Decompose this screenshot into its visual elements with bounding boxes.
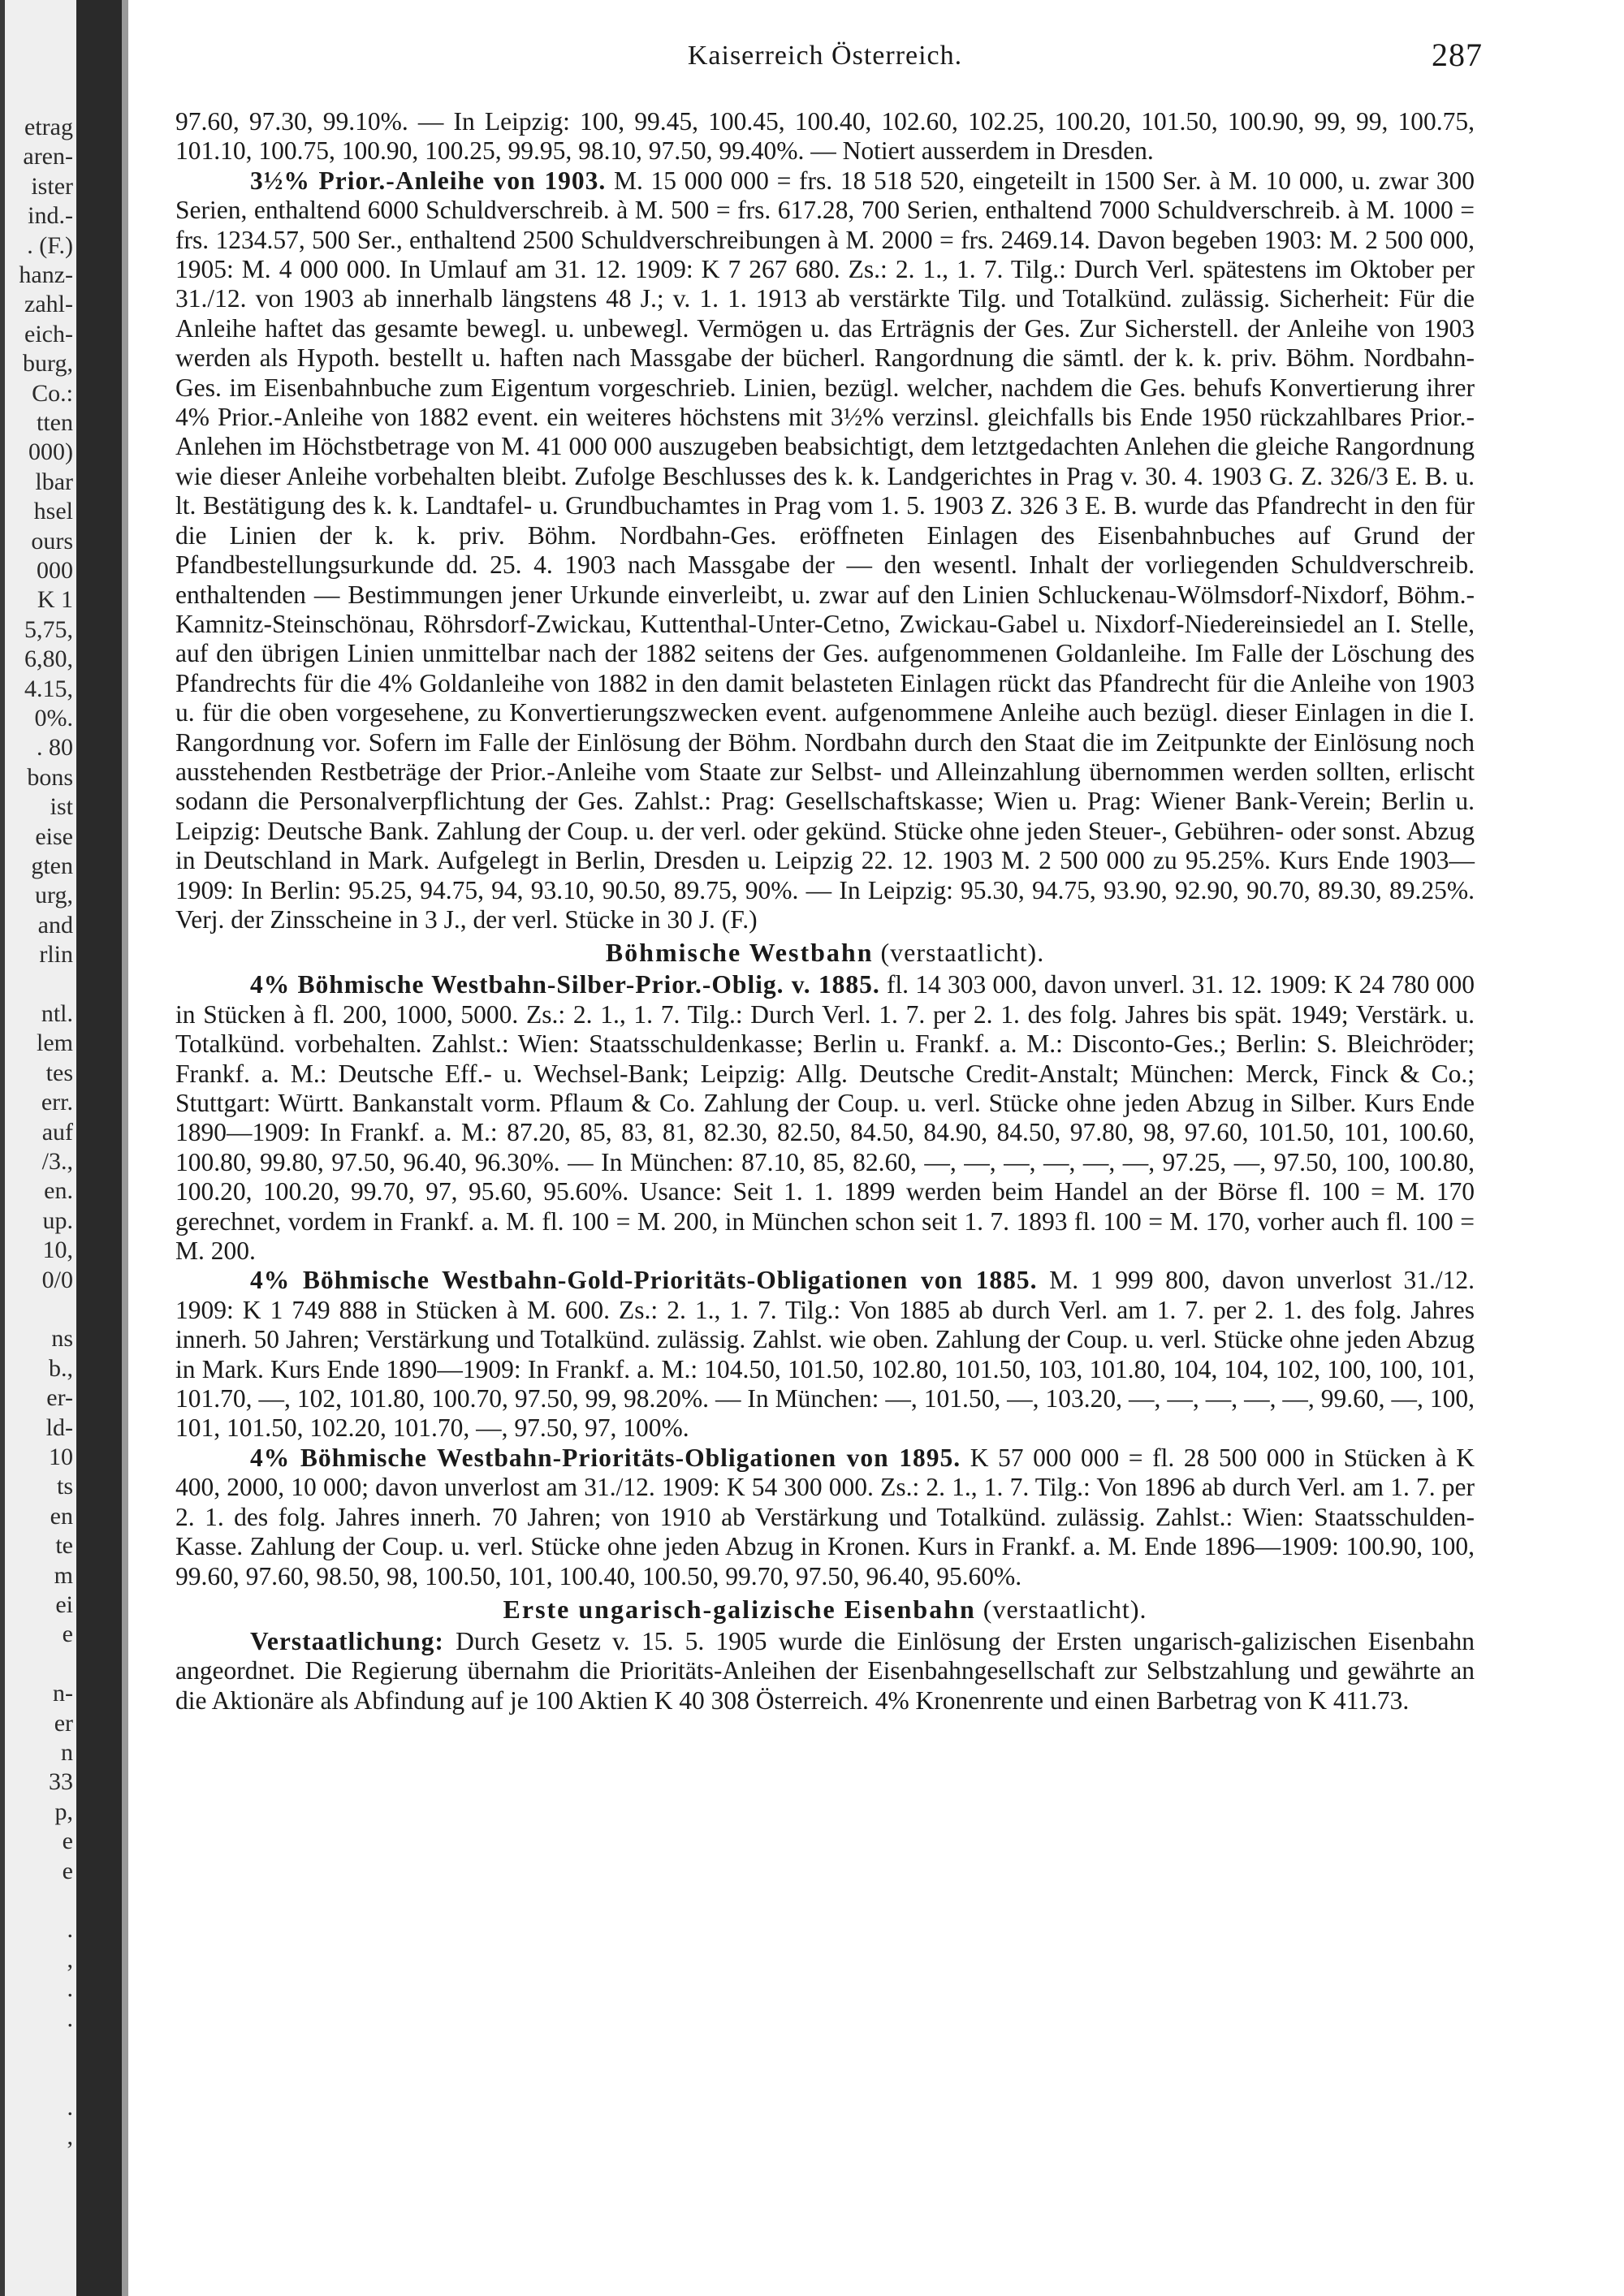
entry-text: M. 1 999 800, davon unverlost 31./12. 1909: K 1 749 888 in Stücken à M. 600. Zs.: 2. 1., 1. 7. Tilg.: Von 1885 ab durch Verl. am 1. 7. per 2. 1. des folg. Jahres innerh. 50 Jahren; Verstärkung und Totalkünd. zulässig. Zahlst. wie oben. Zahlung der Coup. u. verl. Stücke ohne jeden Abzug in Mark. Kurs Ende 1890—1909: In Frankf. a. M.: 104.50, 101.50, 102.80, 101.50, 103, 101.80, 104, 104, 102, 100, 100, 101, 101.70, —, 102, 101.80, 100.70, 97.50, 99, 98.20%. — In München: —, 101.50, —, 103.20, —, —, —, —, —, 99.60, —, 100, 101, 101.50, 102.20, 101.70, —, 97.50, 97, 100%.	[175, 1266, 1475, 1443]
fragment-line: auf	[41, 1118, 73, 1146]
running-title: Kaiserreich Österreich.	[687, 41, 963, 71]
entry-title: 4% Böhmische Westbahn-Gold-Prioritäts-Obligationen von 1885.	[250, 1266, 1038, 1295]
fragment-line: etrag	[24, 114, 73, 140]
fragment-line: 000)	[28, 438, 73, 466]
section-heading-boehmische-westbahn	[175, 934, 1475, 970]
fragment-line: er	[54, 1709, 73, 1737]
fragment-line: urg,	[35, 882, 73, 909]
fragment-line: .	[67, 1916, 73, 1944]
fragment-line: ,	[67, 2123, 73, 2151]
entry-title: 3½% Prior.-Anleihe von 1903.	[250, 166, 607, 195]
fragment-line: en.	[44, 1177, 73, 1205]
fragment-line: ,	[67, 1945, 73, 1973]
fragment-line: 0%.	[34, 705, 73, 732]
fragment-line: /3.,	[41, 1148, 73, 1175]
fragment-line: bons	[27, 763, 73, 791]
fragment-line: ns	[51, 1325, 73, 1353]
entry-text: Durch Gesetz v. 15. 5. 1905 wurde die Einlösung der Ersten ungarisch-galizischen Eisenbahn angeordnet. Die Regierung übernahm die Prioritäts-Anleihen der Eisenbahngesellschaft zur Selbstzahlung und gewährte an die Aktionäre als Abfindung auf je 100 Aktien K 40 308 Österreich. 4% Kronenrente und einen Barbetrag von K 411.73.	[175, 1626, 1475, 1715]
paragraph-verstaatlichung	[175, 1627, 1475, 1716]
paragraph-prior-anleihe-1903	[175, 166, 1475, 935]
section-subtitle: (verstaatlicht).	[873, 938, 1045, 968]
entry-title: 4% Böhmische Westbahn-Prioritäts-Obligationen von 1895.	[250, 1443, 961, 1472]
paragraph-continuation: 97.60, 97.30, 99.10%. — In Leipzig: 100, 99.45, 100.45, 100.40, 102.60, 102.25, 100.20, 101.50, 100.90, 99, 99, 100.75, 101.10, 100.75, 100.90, 100.25, 99.95, 98.10, 97.50, 99.40%. — Notiert ausserdem in Dresden.	[175, 107, 1475, 166]
fragment-line: gten	[31, 852, 73, 879]
fragment-line: 33	[49, 1768, 73, 1796]
paragraph-prioritaets-1895	[175, 1444, 1475, 1591]
fragment-line: and	[37, 911, 73, 939]
fragment-line: lbar	[35, 468, 73, 495]
fragment-line: e	[62, 1621, 73, 1648]
fragment-line: rlin	[39, 941, 73, 969]
fragment-line: ours	[31, 527, 73, 555]
entry-title: 4% Böhmische Westbahn-Silber-Prior.-Oblig. v. 1885.	[250, 970, 880, 999]
fragment-line: .	[67, 2093, 73, 2121]
page-number: 287	[1432, 37, 1483, 73]
fragment-line: 4.15,	[24, 675, 73, 702]
entry-text: K 57 000 000 = fl. 28 500 000 in Stücken à K 400, 2000, 10 000; davon unverlost am 31./12. 1909: K 54 300 000. Zs.: 2. 1., 1. 7. Tilg.: Von 1896 ab durch Verl. am 1. 7. per 2. 1. des folg. Jahres innerh. 70 Jahren; von 1910 ab Verstärkung und Totalkünd. zulässig. Zahlst.: Wien: Staatsschulden-Kasse. Zahlung der Coup. u. verl. Stücke ohne jeden Abzug in Kronen. Kurs in Frankf. a. M. Ende 1896—1909: 100.90, 100, 99.60, 97.60, 98.50, 98, 100.50, 101, 100.40, 100.50, 99.70, 97.50, 96.40, 95.60%.	[175, 1443, 1475, 1590]
gutter-edge	[122, 0, 128, 2296]
fragment-line: err.	[41, 1089, 73, 1116]
fragment-line: p,	[54, 1798, 73, 1825]
section-subtitle: (verstaatlicht).	[975, 1594, 1147, 1624]
fragment-line: hanz-	[19, 261, 73, 288]
body-text	[175, 107, 1475, 1716]
fragment-line: e	[62, 1828, 73, 1855]
fragment-line: te	[55, 1532, 73, 1560]
fragment-line: K 1	[37, 586, 73, 614]
previous-page-fragments	[5, 0, 76, 2296]
fragment-line: 6,80,	[24, 645, 73, 673]
fragment-line: 5,75,	[24, 615, 73, 643]
fragment-line: ld-	[45, 1413, 73, 1441]
paragraph-silber-prior	[175, 970, 1475, 1266]
section-title: Böhmische Westbahn	[605, 938, 874, 968]
entry-title: Verstaatlichung:	[250, 1626, 444, 1655]
fragment-line: e	[62, 1857, 73, 1884]
fragment-line: lem	[37, 1029, 73, 1057]
fragment-line: zahl-	[24, 291, 73, 318]
fragment-line: eise	[35, 822, 73, 850]
fragment-line: n-	[53, 1680, 73, 1707]
entry-text: M. 15 000 000 = frs. 18 518 520, eingeteilt in 1500 Ser. à M. 10 000, u. zwar 300 Serien, enthaltend 6000 Schuldverschreib. à M. 500 = frs. 617.28, 700 Serien, enthaltend 7000 Schuldverschreib. à M. 1000 = frs. 1234.57, 500 Ser., enthaltend 2500 Schuldverschreibungen à M. 2000 = frs. 2469.14. Davon begeben 1903: M. 2 500 000, 1905: M. 4 000 000. In Umlauf am 31. 12. 1909: K 7 267 680. Zs.: 2. 1., 1. 7. Tilg.: Durch Verl. spätestens im Oktober per 31./12. von 1903 ab innerhalb längstens 48 J.; v. 1. 1. 1913 ab verstärkte Tilg. und Totalkünd. zulässig. Sicherheit: Für die Anleihe haftet das gesamte bewegl. u. unbewegl. Vermögen u. das Erträgnis der Ges. Zur Sicherstell. der Anleihe von 1903 werden als Hypoth. bestellt u. haften nach Massgabe der bücherl. Rangordnung die sämtl. der k. k. priv. Böhm. Nordbahn-Ges. im Eisenbahnbuche zum Eigentum vorgeschrieb. Linien, bezügl. welcher, nachdem die Ges. behufs Konvertierung ihrer 4% Prior.-Anleihe von 1882 event. ein weiteres höchstens mit 3½% verzinsl. gleichfalls bis Ende 1950 rückzahlbares Prior.-Anlehen im Höchstbetrage von M. 41 000 000 auszugeben beabsichtigt, dem letztgedachten Anlehen die gleiche Rangordnung wie dieser Anleihe vorbehalten bleibt. Zufolge Beschlusses des k. k. Landgerichtes in Prag v. 30. 4. 1903 G. Z. 326/3 E. B. u. lt. Bestätigung des k. k. Landtafel- u. Grundbuchamtes in Prag vom 1. 5. 1903 Z. 326 3 E. B. wurde das Pfandrecht in den für die Linien der k. k. priv. Böhm. Nordbahn-Ges. eröffneten Einlagen des Eisenbahnbuches auf Grund der Pfandbestellungsurkunde dd. 25. 4. 1903 nach Massgabe der — den wesentl. Inhalt der vorliegenden Schuldverschreib. enthaltenden — Bestimmungen jener Urkunde einverleibt, u. zwar auf den Linien Schluckenau-Wölmsdorf-Nixdorf, Böhm.-Kamnitz-Steinschönau, Röhrsdorf-Zwickau, Kuttenthal-Unter-Cetno, Zwickau-Gabel u. Nixdorf-Niedereinsiedel an I. Stelle, auf den übrigen Linien unmittelbar nach der 1882 seitens der Ges. aufgenommenen Goldanleihe. Im Falle der Löschung des Pfandrechts für die 4% Goldanleihe von 1882 in den damit belasteten Einlagen rückt das Pfandrecht für die Anleihe von 1903 u. für die oben vorgesehene, zu Konvertierungszwecken event. aufgenommene Anleihe auch bezügl. dieser Einlagen in die I. Rangordnung vor. Sofern im Falle der Einlösung der Böhm. Nordbahn durch den Staat die im Zeitpunkte der Einlösung noch ausstehenden Restbeträge der Prior.-Anleihe vom Staate zur Selbst- und Alleinzahlung übernommen werden sollten, erlischt sodann die Personalverpflichtung der Ges. Zahlst.: Prag: Gesellschaftskasse; Wien u. Prag: Wiener Bank-Verein; Berlin u. Leipzig: Deutsche Bank. Zahlung der Coup. u. der verl. oder gekünd. Stücke ohne jeden Steuer-, Gebühren- oder sonst. Abzug in Deutschland in Mark. Aufgelegt in Berlin, Dresden u. Leipzig 22. 12. 1903 M. 2 500 000 zu 95.25%. Kurs Ende 1903—1909: In Berlin: 95.25, 94.75, 94, 93.10, 90.50, 89.75, 90%. — In Leipzig: 95.30, 94.75, 93.90, 92.90, 90.70, 89.30, 89.25%. Verj. der Zinsscheine in 3 J., der verl. Stücke in 30 J. (F.)	[175, 166, 1475, 934]
fragment-line: er-	[46, 1384, 73, 1412]
fragment-line: n	[61, 1739, 73, 1766]
fragment-line: ts	[56, 1473, 73, 1500]
paragraph-gold-prioritaets	[175, 1266, 1475, 1443]
fragment-line: tten	[37, 409, 73, 436]
book-gutter	[76, 0, 122, 2296]
fragment-line: burg,	[23, 350, 73, 378]
fragment-line: .	[67, 1975, 73, 2003]
fragment-line: eich-	[24, 320, 73, 347]
fragment-line: ntl.	[41, 1000, 73, 1027]
fragment-line: 0/0	[41, 1266, 73, 1293]
fragment-line: .	[67, 2005, 73, 2032]
section-title: Erste ungarisch-galizische Eisenbahn	[503, 1594, 976, 1624]
fragment-line: ist	[50, 793, 73, 821]
fragment-line: ei	[55, 1591, 73, 1618]
entry-text: fl. 14 303 000, davon unverl. 31. 12. 1909: K 24 780 000 in Stücken à fl. 200, 1000, 5000. Zs.: 2. 1., 1. 7. Tilg.: Durch Verl. 1. 7. per 2. 1. des folg. Jahres bis spät. 1949; Verstärk. u. Totalkünd. vorbehalten. Zahlst.: Wien: Staatsschuldenkasse; Berlin u. Frankf. a. M.: Disconto-Ges.; Berlin: S. Bleichröder; Frankf. a. M.: Deutsche Eff.- u. Wechsel-Bank; Leipzig: Allg. Deutsche Credit-Anstalt; München: Merck, Finck & Co.; Stuttgart: Württ. Bankanstalt vorm. Pflaum & Co. Zahlung der Coup. u. verl. Stücke ohne jeden Abzug in Silber. Kurs Ende 1890—1909: In Frankf. a. M.: 87.20, 85, 83, 81, 82.30, 82.50, 84.50, 84.90, 84.50, 97.80, 98, 97.60, 101.50, 101, 100.60, 100.80, 99.80, 97.50, 96.40, 96.30%. — In München: 87.10, 85, 82.60, —, —, —, —, —, —, 97.25, —, 97.50, 100, 100.80, 100.20, 100.20, 99.70, 97, 95.60, 95.60%. Usance: Seit 1. 1. 1899 werden beim Handel an der Börse fl. 100 = M. 170 gerechnet, vordem in Frankf. a. M. fl. 100 = M. 200, in München schon seit 1. 7. 1893 fl. 100 = M. 170, vorher auch fl. 100 = M. 200.	[175, 970, 1475, 1266]
page	[175, 34, 1483, 1716]
fragment-line: tes	[45, 1059, 73, 1086]
fragment-line: Co.:	[32, 379, 73, 407]
fragment-line: b.,	[49, 1354, 73, 1382]
fragment-line: . (F.)	[27, 231, 73, 259]
fragment-line: aren-	[23, 143, 73, 170]
running-head	[175, 34, 1483, 83]
section-heading-erste-ungarisch-galizische	[175, 1591, 1475, 1627]
fragment-line: up.	[42, 1206, 73, 1234]
fragment-line: 10,	[42, 1236, 73, 1264]
fragment-line: . 80	[37, 734, 73, 762]
fragment-line: 10	[49, 1444, 73, 1470]
fragment-line: m	[54, 1561, 73, 1589]
fragment-line: hsel	[33, 498, 73, 525]
fragment-line: 000	[37, 557, 73, 584]
fragment-line: en	[50, 1502, 73, 1530]
fragment-line: ind.-	[28, 202, 73, 230]
fragment-line: ister	[31, 172, 73, 200]
